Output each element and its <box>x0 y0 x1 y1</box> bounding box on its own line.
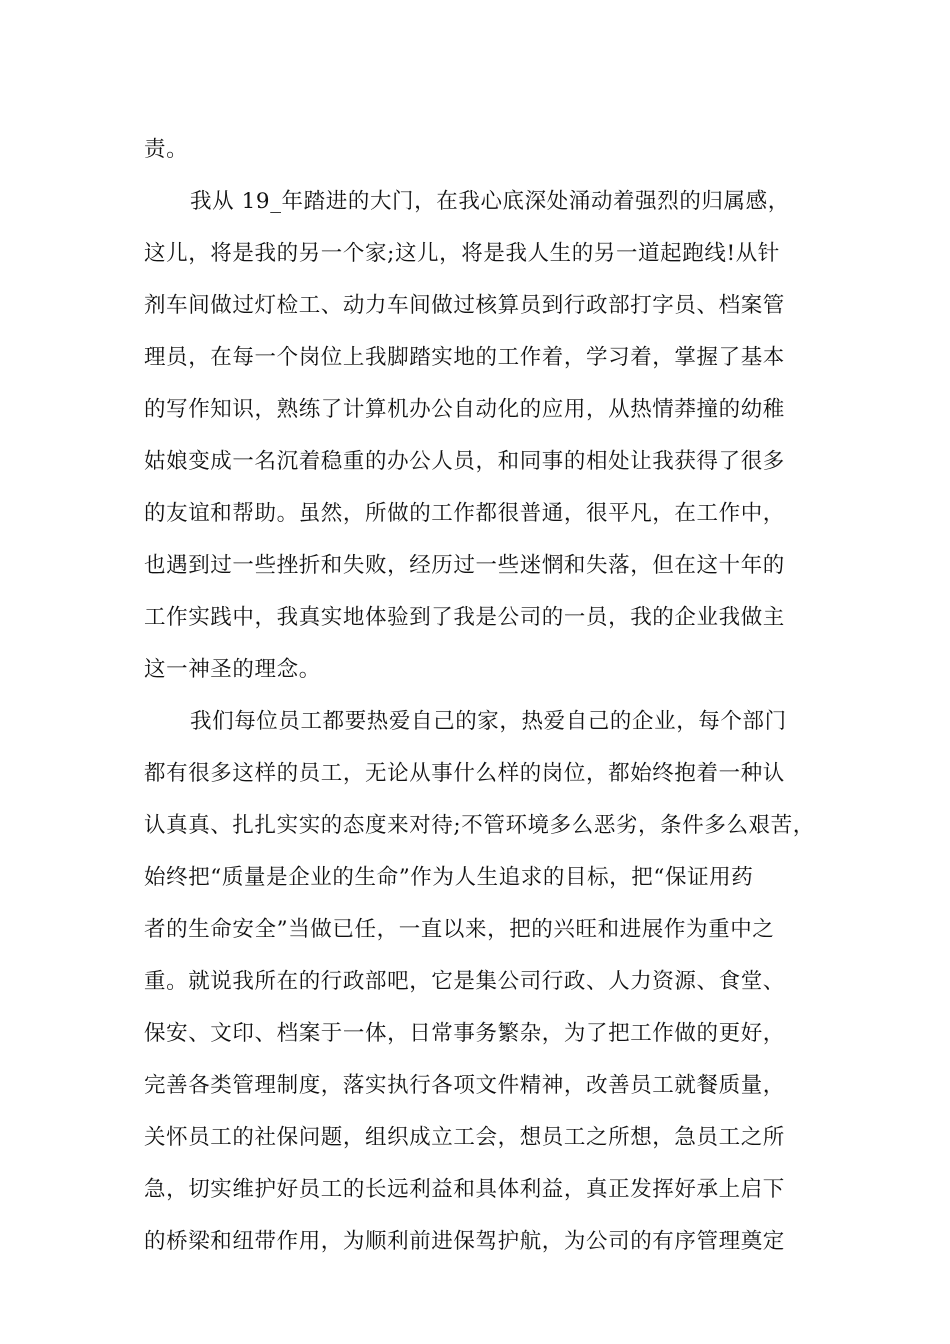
text-line: 姑娘变成一名沉着稳重的办公人员，和同事的相处让我获得了很多 <box>144 449 785 474</box>
text-line: 始终把“质量是企业的生命”作为人生追求的目标，把“保证用药 <box>144 865 754 890</box>
paragraph-start-line: 我们每位员工都要热爱自己的家，热爱自己的企业，每个部门 <box>190 709 787 734</box>
text-line: 这一神圣的理念。 <box>144 657 321 682</box>
text-line: 的写作知识，熟练了计算机办公自动化的应用，从热情莽撞的幼稚 <box>144 397 785 422</box>
text-line: 急，切实维护好员工的长远利益和具体利益，真正发挥好承上启下 <box>144 1177 785 1202</box>
text-line: 完善各类管理制度，落实执行各项文件精神，改善员工就餐质量， <box>144 1073 785 1098</box>
text-line: 重。就说我所在的行政部吧，它是集公司行政、人力资源、食堂、 <box>144 969 785 994</box>
text-line: 也遇到过一些挫折和失败，经历过一些迷惘和失落，但在这十年的 <box>144 553 785 578</box>
text-line: 的桥梁和纽带作用，为顺利前进保驾护航，为公司的有序管理奠定 <box>144 1229 785 1254</box>
text-line: 剂车间做过灯检工、动力车间做过核算员到行政部打字员、档案管 <box>144 293 785 318</box>
text-line: 者的生命安全”当做已任，一直以来，把的兴旺和进展作为重中之 <box>144 917 775 942</box>
text-line: 认真真、扎扎实实的态度来对待;不管环境多么恶劣，条件多么艰苦， <box>144 813 815 838</box>
text-line: 理员，在每一个岗位上我脚踏实地的工作着，学习着，掌握了基本 <box>144 345 785 370</box>
text-line: 的友谊和帮助。虽然，所做的工作都很普通，很平凡，在工作中， <box>144 501 785 526</box>
text-line: 这儿，将是我的另一个家;这儿，将是我人生的另一道起跑线!从针 <box>144 241 780 266</box>
paragraph-start-line: 我从 19_年踏进的大门，在我心底深处涌动着强烈的归属感， <box>190 189 790 214</box>
text-line: 都有很多这样的员工，无论从事什么样的岗位，都始终抱着一种认 <box>144 761 785 786</box>
text-line: 工作实践中，我真实地体验到了我是公司的一员，我的企业我做主 <box>144 605 785 630</box>
text-line: 关怀员工的社保问题，组织成立工会，想员工之所想，急员工之所 <box>144 1125 785 1150</box>
text-line: 责。 <box>144 137 189 162</box>
text-line: 保安、文印、档案于一体，日常事务繁杂，为了把工作做的更好， <box>144 1021 785 1046</box>
